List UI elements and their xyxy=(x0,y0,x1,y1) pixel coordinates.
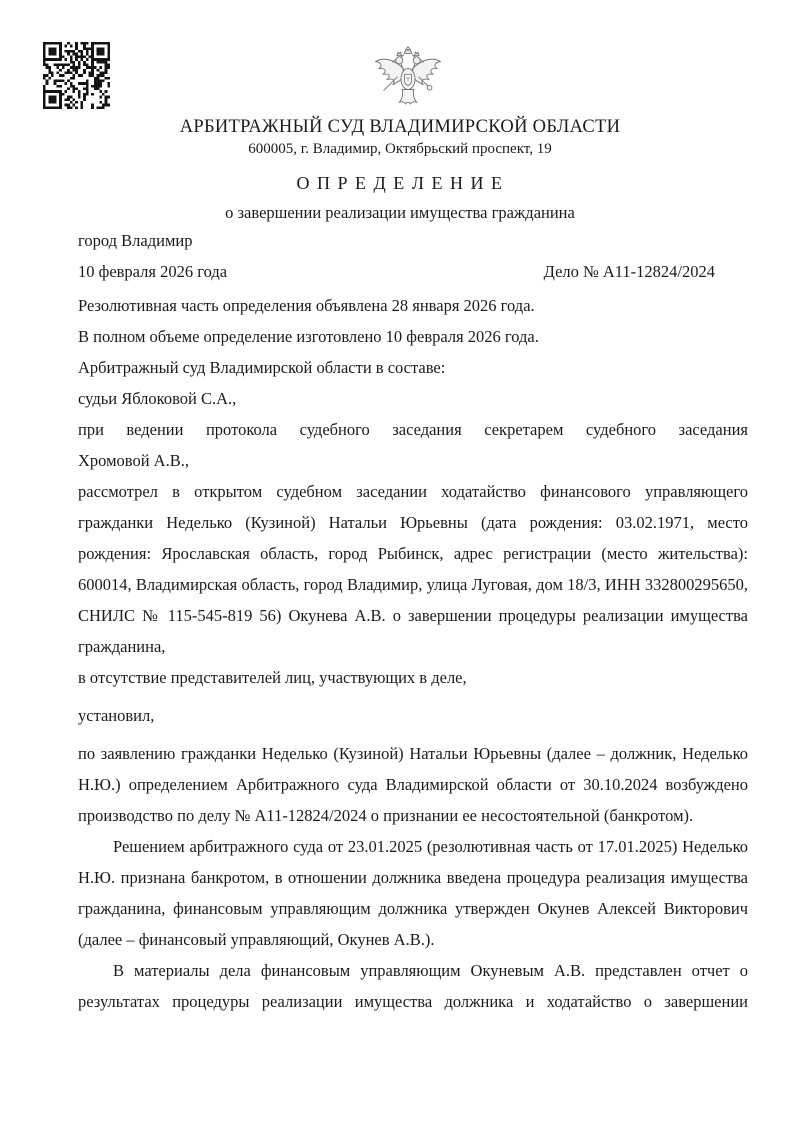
paragraph: Решением арбитражного суда от 23.01.2025 (резолютивная часть от 17.01.2025) Неделько Н.Ю. признана банкротом, в отношении должника введена процедура реализация имущества гражданина, финансовым управляющим должника утвержден Окунев Алексей Викторович (далее – финансовый управляющий, Окунев А.В.). xyxy=(78,837,748,949)
paragraph: Резолютивная часть определения объявлена 28 января 2026 года. xyxy=(78,296,535,315)
decision-date: 10 февраля 2026 года xyxy=(78,262,228,281)
qr-code-icon xyxy=(43,42,110,109)
paragraph: по заявлению гражданки Неделько (Кузиной) Натальи Юрьевны (далее – должник, Неделько Н.Ю.) определением Арбитражного суда Владимирской области от 30.10.2024 возбуждено производство по делу № А11-12824/2024 о признании ее несостоятельной (банкротом). xyxy=(78,744,748,825)
date-case-row xyxy=(78,262,748,282)
paragraph: установил, xyxy=(78,706,155,725)
coat-of-arms-icon xyxy=(366,44,450,114)
court-name: АРБИТРАЖНЫЙ СУД ВЛАДИМИРСКОЙ ОБЛАСТИ xyxy=(179,117,621,137)
paragraph: судьи Яблоковой С.А., xyxy=(78,389,237,408)
paragraph: в отсутствие представителей лиц, участвующих в деле, xyxy=(78,668,467,687)
city-line: город Владимир xyxy=(78,231,193,250)
paragraph: Арбитражный суд Владимирской области в составе: xyxy=(78,358,446,377)
paragraph: В полном объеме определение изготовлено 10 февраля 2026 года. xyxy=(78,327,539,346)
paragraph: при ведении протокола судебного заседания секретарем судебного заседания xyxy=(78,420,748,439)
document-body xyxy=(78,290,748,1017)
document-subtitle: о завершении реализации имущества гражданина xyxy=(225,203,575,222)
court-address: 600005, г. Владимир, Октябрьский проспект, 19 xyxy=(248,141,552,157)
paragraph: Хромовой А.В., xyxy=(78,451,189,470)
case-number: Дело № А11-12824/2024 xyxy=(543,262,715,281)
paragraph: В материалы дела финансовым управляющим Окуневым А.В. представлен отчет о результатах процедуры реализации имущества должника и ходатайство о завершении xyxy=(78,961,748,1011)
paragraph: рассмотрел в открытом судебном заседании ходатайство финансового управляющего гражданки Неделько (Кузиной) Натальи Юрьевны (дата рождения: 03.02.1971, место рождения: Ярославская область, город Рыбинск, адрес регистрации (место жительства): 600014, Владимирская область, город Владимир, улица Луговая, дом 18/3, ИНН 332800295650, СНИЛС № 115-545-819 56) Окунева А.В. о завершении процедуры реализации имущества гражданина, xyxy=(78,482,748,656)
document-title: О П Р Е Д Е Л Е Н И Е xyxy=(296,173,504,193)
